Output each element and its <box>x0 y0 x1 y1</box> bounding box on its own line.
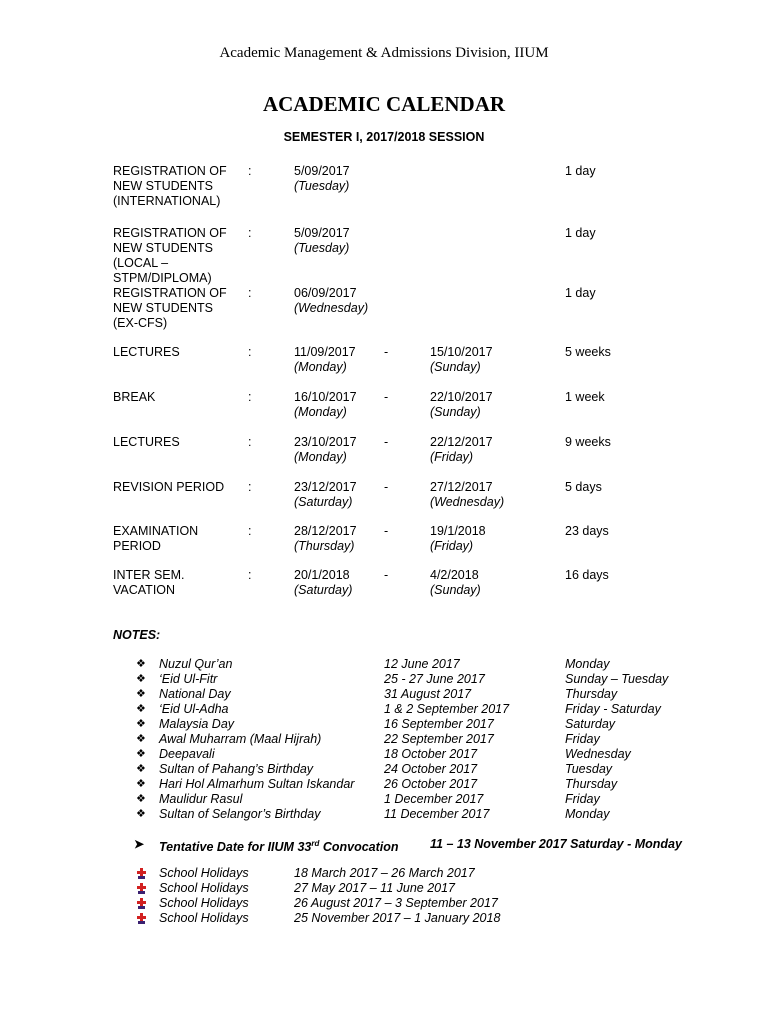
convocation-label: Tentative Date for IIUM 33rd Convocation <box>159 839 399 855</box>
duration: 16 days <box>565 568 609 582</box>
holiday-date: 24 October 2017 <box>384 762 478 776</box>
colon-separator: : <box>248 345 252 359</box>
start-weekday: (Saturday) <box>294 495 353 509</box>
holiday-name: ‘Eid Ul-Fitr <box>159 672 218 686</box>
event-label-line: NEW STUDENTS <box>113 241 213 255</box>
end-weekday: (Wednesday) <box>430 495 505 509</box>
colon-separator: : <box>248 226 252 240</box>
start-date <box>294 524 357 554</box>
diamond-bullet-icon: ❖ <box>136 748 146 760</box>
holiday-weekday: Friday <box>565 732 600 746</box>
end-date <box>430 345 493 375</box>
holiday-name: ‘Eid Ul-Adha <box>159 702 229 716</box>
end-weekday: (Sunday) <box>430 583 481 597</box>
holiday-list <box>0 657 768 822</box>
diamond-bullet-icon: ❖ <box>136 673 146 685</box>
event-label <box>113 164 248 209</box>
diamond-bullet-icon: ❖ <box>136 793 146 805</box>
holiday-item <box>0 807 768 822</box>
holiday-weekday: Friday <box>565 792 600 806</box>
start-weekday: (Monday) <box>294 450 347 464</box>
holiday-weekday: Friday - Saturday <box>565 702 661 716</box>
start-weekday: (Saturday) <box>294 583 353 597</box>
diamond-bullet-icon: ❖ <box>136 703 146 715</box>
school-holiday-range: 27 May 2017 – 11 June 2017 <box>294 881 456 895</box>
holiday-name: Sultan of Selangor’s Birthday <box>159 807 321 821</box>
end-date-value: 19/1/2018 <box>430 524 486 538</box>
division-header: Academic Management & Admissions Division, IIUM <box>219 45 549 61</box>
start-date-value: 06/09/2017 <box>294 286 357 300</box>
holiday-name: Nuzul Qur’an <box>159 657 233 671</box>
school-holiday-item <box>0 881 768 896</box>
start-date-value: 16/10/2017 <box>294 390 357 404</box>
pushpin-bullet-icon <box>136 883 147 894</box>
school-holiday-range: 26 August 2017 – 3 September 2017 <box>294 896 498 910</box>
colon-separator: : <box>248 480 252 494</box>
start-weekday: (Monday) <box>294 405 347 419</box>
duration: 1 day <box>565 164 596 178</box>
holiday-date: 12 June 2017 <box>384 657 460 671</box>
holiday-weekday: Wednesday <box>565 747 631 761</box>
colon-separator: : <box>248 568 252 582</box>
event-label-line: (LOCAL – STPM/DIPLOMA) <box>113 256 212 285</box>
range-dash: - <box>384 568 389 582</box>
start-date-value: 5/09/2017 <box>294 164 350 178</box>
end-date-value: 4/2/2018 <box>430 568 479 582</box>
school-holiday-range: 18 March 2017 – 26 March 2017 <box>294 866 475 880</box>
holiday-date: 25 - 27 June 2017 <box>384 672 485 686</box>
colon-separator: : <box>248 390 252 404</box>
start-date <box>294 390 357 420</box>
event-label <box>113 435 248 450</box>
holiday-weekday: Sunday – Tuesday <box>565 672 669 686</box>
holiday-date: 1 December 2017 <box>384 792 484 806</box>
holiday-weekday: Monday <box>565 807 610 821</box>
duration: 1 week <box>565 390 605 404</box>
start-date <box>294 435 357 465</box>
end-weekday: (Friday) <box>430 539 474 553</box>
event-label-line: REGISTRATION OF <box>113 226 227 240</box>
end-weekday: (Friday) <box>430 450 474 464</box>
event-label <box>113 226 248 286</box>
colon-separator: : <box>248 286 252 300</box>
holiday-name: Malaysia Day <box>159 717 235 731</box>
start-weekday: (Monday) <box>294 360 347 374</box>
holiday-weekday: Thursday <box>565 777 618 791</box>
event-label-line: LECTURES <box>113 345 180 359</box>
event-label-line: (INTERNATIONAL) <box>113 194 221 208</box>
holiday-name: National Day <box>159 687 231 701</box>
holiday-weekday: Tuesday <box>565 762 613 776</box>
event-label-line: INTER SEM. <box>113 568 185 582</box>
start-date <box>294 226 350 256</box>
diamond-bullet-icon: ❖ <box>136 718 146 730</box>
event-label-line: REGISTRATION OF <box>113 286 227 300</box>
event-label-line: LECTURES <box>113 435 180 449</box>
school-holiday-name: School Holidays <box>159 896 249 910</box>
holiday-item <box>0 702 768 717</box>
session-subtitle: SEMESTER I, 2017/2018 SESSION <box>283 130 485 144</box>
event-label-line: REVISION PERIOD <box>113 480 225 494</box>
convocation-row <box>0 835 768 853</box>
start-date <box>294 345 356 375</box>
end-date-value: 27/12/2017 <box>430 480 493 494</box>
event-label <box>113 345 248 360</box>
school-holiday-name: School Holidays <box>159 881 249 895</box>
holiday-name: Awal Muharram (Maal Hijrah) <box>159 732 322 746</box>
holiday-date: 31 August 2017 <box>384 687 472 701</box>
event-label-line: REGISTRATION OF <box>113 164 227 178</box>
holiday-date: 18 October 2017 <box>384 747 478 761</box>
convocation-date: 11 – 13 November 2017 Saturday - Monday <box>430 837 682 851</box>
holiday-weekday: Monday <box>565 657 610 671</box>
event-label-line: VACATION <box>113 583 176 597</box>
start-weekday: (Wednesday) <box>294 301 369 315</box>
holiday-item <box>0 657 768 672</box>
holiday-name: Deepavali <box>159 747 215 761</box>
range-dash: - <box>384 524 389 538</box>
range-dash: - <box>384 480 389 494</box>
colon-separator: : <box>248 435 252 449</box>
holiday-date: 16 September 2017 <box>384 717 494 731</box>
end-date-value: 22/10/2017 <box>430 390 493 404</box>
start-date-value: 20/1/2018 <box>294 568 350 582</box>
duration: 5 days <box>565 480 602 494</box>
school-holiday-name: School Holidays <box>159 911 249 925</box>
event-label-line: (EX-CFS) <box>113 316 168 330</box>
duration: 5 weeks <box>565 345 611 359</box>
school-holiday-item <box>0 896 768 911</box>
arrow-icon: ➤ <box>134 837 145 851</box>
start-weekday: (Tuesday) <box>294 241 350 255</box>
range-dash: - <box>384 435 389 449</box>
start-date <box>294 480 357 510</box>
end-date <box>430 480 504 510</box>
diamond-bullet-icon: ❖ <box>136 763 146 775</box>
pushpin-bullet-icon <box>136 898 147 909</box>
duration: 1 day <box>565 226 596 240</box>
end-date-value: 15/10/2017 <box>430 345 493 359</box>
holiday-item <box>0 717 768 732</box>
event-label <box>113 480 248 495</box>
holiday-name: Hari Hol Almarhum Sultan Iskandar <box>159 777 355 791</box>
event-label-line: NEW STUDENTS <box>113 301 213 315</box>
range-dash: - <box>384 390 389 404</box>
event-label <box>113 286 248 331</box>
end-weekday: (Sunday) <box>430 405 481 419</box>
pushpin-bullet-icon <box>136 868 147 879</box>
holiday-weekday: Saturday <box>565 717 616 731</box>
end-date <box>430 568 481 598</box>
duration: 9 weeks <box>565 435 611 449</box>
diamond-bullet-icon: ❖ <box>136 658 146 670</box>
start-weekday: (Tuesday) <box>294 179 350 193</box>
holiday-item <box>0 792 768 807</box>
school-holiday-list <box>0 866 768 926</box>
school-holiday-range: 25 November 2017 – 1 January 2018 <box>294 911 501 925</box>
end-date <box>430 390 493 420</box>
holiday-item <box>0 687 768 702</box>
holiday-item <box>0 777 768 792</box>
duration: 1 day <box>565 286 596 300</box>
end-weekday: (Sunday) <box>430 360 481 374</box>
start-weekday: (Thursday) <box>294 539 355 553</box>
diamond-bullet-icon: ❖ <box>136 808 146 820</box>
start-date-value: 11/09/2017 <box>294 345 356 359</box>
end-date <box>430 435 493 465</box>
event-label-line: EXAMINATION <box>113 524 199 538</box>
holiday-date: 11 December 2017 <box>384 807 490 821</box>
end-date-value: 22/12/2017 <box>430 435 493 449</box>
event-label-line: NEW STUDENTS <box>113 179 213 193</box>
pushpin-bullet-icon <box>136 913 147 924</box>
holiday-name: Sultan of Pahang’s Birthday <box>159 762 314 776</box>
event-label <box>113 524 248 554</box>
start-date-value: 28/12/2017 <box>294 524 357 538</box>
start-date-value: 5/09/2017 <box>294 226 350 240</box>
holiday-weekday: Thursday <box>565 687 618 701</box>
diamond-bullet-icon: ❖ <box>136 688 146 700</box>
end-date <box>430 524 486 554</box>
start-date-value: 23/12/2017 <box>294 480 357 494</box>
holiday-item <box>0 732 768 747</box>
holiday-date: 22 September 2017 <box>384 732 494 746</box>
colon-separator: : <box>248 524 252 538</box>
duration: 23 days <box>565 524 609 538</box>
range-dash: - <box>384 345 389 359</box>
school-holiday-name: School Holidays <box>159 866 249 880</box>
holiday-name: Maulidur Rasul <box>159 792 243 806</box>
page-title: ACADEMIC CALENDAR <box>262 92 506 116</box>
start-date <box>294 286 368 316</box>
event-label-line: BREAK <box>113 390 156 404</box>
event-label <box>113 390 248 405</box>
event-label <box>113 568 248 598</box>
school-holiday-item <box>0 866 768 881</box>
start-date-value: 23/10/2017 <box>294 435 357 449</box>
start-date <box>294 164 350 194</box>
event-label-line: PERIOD <box>113 539 161 553</box>
colon-separator: : <box>248 164 252 178</box>
start-date <box>294 568 352 598</box>
holiday-item <box>0 747 768 762</box>
holiday-item <box>0 762 768 777</box>
holiday-date: 26 October 2017 <box>384 777 478 791</box>
holiday-item <box>0 672 768 687</box>
holiday-date: 1 & 2 September 2017 <box>384 702 510 716</box>
school-holiday-item <box>0 911 768 926</box>
diamond-bullet-icon: ❖ <box>136 733 146 745</box>
diamond-bullet-icon: ❖ <box>136 778 146 790</box>
notes-heading: NOTES: <box>113 628 161 642</box>
